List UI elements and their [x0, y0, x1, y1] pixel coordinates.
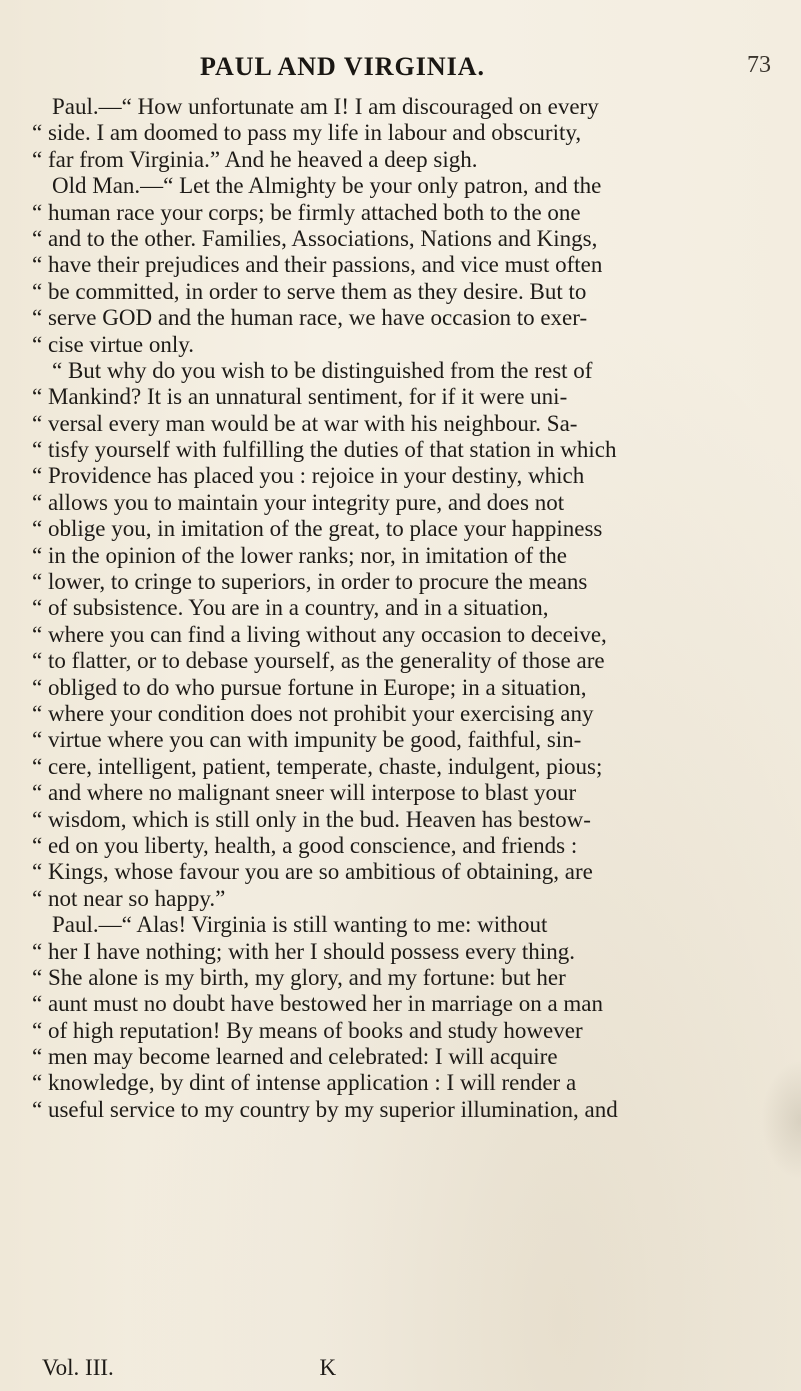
text-line: “ of high reputation! By means of books and study however	[32, 1017, 583, 1043]
text-line: “ But why do you wish to be distinguished from the rest of	[52, 357, 593, 383]
text-line: “ versal every man would be at war with his neighbour. Sa-	[32, 410, 578, 436]
signature-mark: K	[319, 1355, 337, 1380]
text-line: “ cise virtue only.	[32, 331, 195, 357]
text-line: “ have their prejudices and their passions, and vice must often	[32, 252, 603, 278]
text-line: “ and to the other. Families, Associations, Nations and Kings,	[32, 225, 598, 251]
text-line: “ She alone is my birth, my glory, and my fortune: but her	[32, 964, 566, 990]
body-text	[32, 94, 792, 1123]
running-head: PAUL AND VIRGINIA.	[200, 52, 486, 81]
text-line: “ of subsistence. You are in a country, and in a situation,	[32, 595, 549, 621]
text-line: Old Man.—“ Let the Almighty be your only patron, and the	[52, 173, 602, 199]
text-line: “ knowledge, by dint of intense application : I will render a	[32, 1070, 577, 1096]
text-line: “ men may become learned and celebrated: I will acquire	[32, 1044, 558, 1070]
text-line: “ her I have nothing; with her I should possess every thing.	[32, 938, 575, 964]
text-line: “ where you can find a living without any occasion to deceive,	[32, 621, 607, 647]
text-line: “ be committed, in order to serve them as they desire. But to	[32, 278, 587, 304]
signature-line	[42, 1355, 336, 1381]
text-line: “ where your condition does not prohibit your exercising any	[32, 700, 594, 726]
text-line: “ obliged to do who pursue fortune in Europe; in a situation,	[32, 674, 587, 700]
text-line: “ useful service to my country by my superior illumination, and	[32, 1096, 618, 1122]
text-line: “ ed on you liberty, health, a good conscience, and friends :	[32, 832, 578, 858]
text-line: “ Kings, whose favour you are so ambitious of obtaining, are	[32, 859, 593, 885]
paper-smudge	[761, 1060, 801, 1180]
text-line: “ serve GOD and the human race, we have occasion to exer-	[32, 305, 588, 331]
text-line: “ not near so happy.”	[32, 885, 226, 911]
text-line: Paul.—“ How unfortunate am I! I am discouraged on every	[52, 94, 599, 119]
text-line: “ allows you to maintain your integrity pure, and does not	[32, 489, 565, 515]
text-line: “ side. I am doomed to pass my life in labour and obscurity,	[32, 120, 582, 146]
text-line: “ tisfy yourself with fulfilling the duties of that station in which	[32, 437, 617, 463]
text-line: “ to flatter, or to debase yourself, as the generality of those are	[32, 648, 605, 674]
text-line: “ wisdom, which is still only in the bud. Heaven has bestow-	[32, 806, 591, 832]
volume-label: Vol. III.	[42, 1355, 114, 1380]
page-number: 73	[747, 52, 771, 78]
text-line: “ Mankind? It is an unnatural sentiment, for if it were uni-	[32, 384, 568, 410]
text-line: “ virtue where you can with impunity be good, faithful, sin-	[32, 727, 582, 753]
text-line: “ oblige you, in imitation of the great, to place your happiness	[32, 516, 603, 542]
text-line: Paul.—“ Alas! Virginia is still wanting to me: without	[52, 912, 548, 938]
text-line: “ cere, intelligent, patient, temperate, chaste, indulgent, pious;	[32, 753, 603, 779]
text-line: “ and where no malignant sneer will interpose to blast your	[32, 780, 577, 806]
text-line: “ far from Virginia.” And he heaved a deep sigh.	[32, 146, 478, 172]
text-line: “ Providence has placed you : rejoice in your destiny, which	[32, 463, 585, 489]
text-line: “ aunt must no doubt have bestowed her in marriage on a man	[32, 991, 604, 1017]
text-line: “ lower, to cringe to superiors, in order to procure the means	[32, 569, 588, 595]
text-line: “ in the opinion of the lower ranks; nor, in imitation of the	[32, 542, 567, 568]
text-line: “ human race your corps; be firmly attached both to the one	[32, 199, 581, 225]
